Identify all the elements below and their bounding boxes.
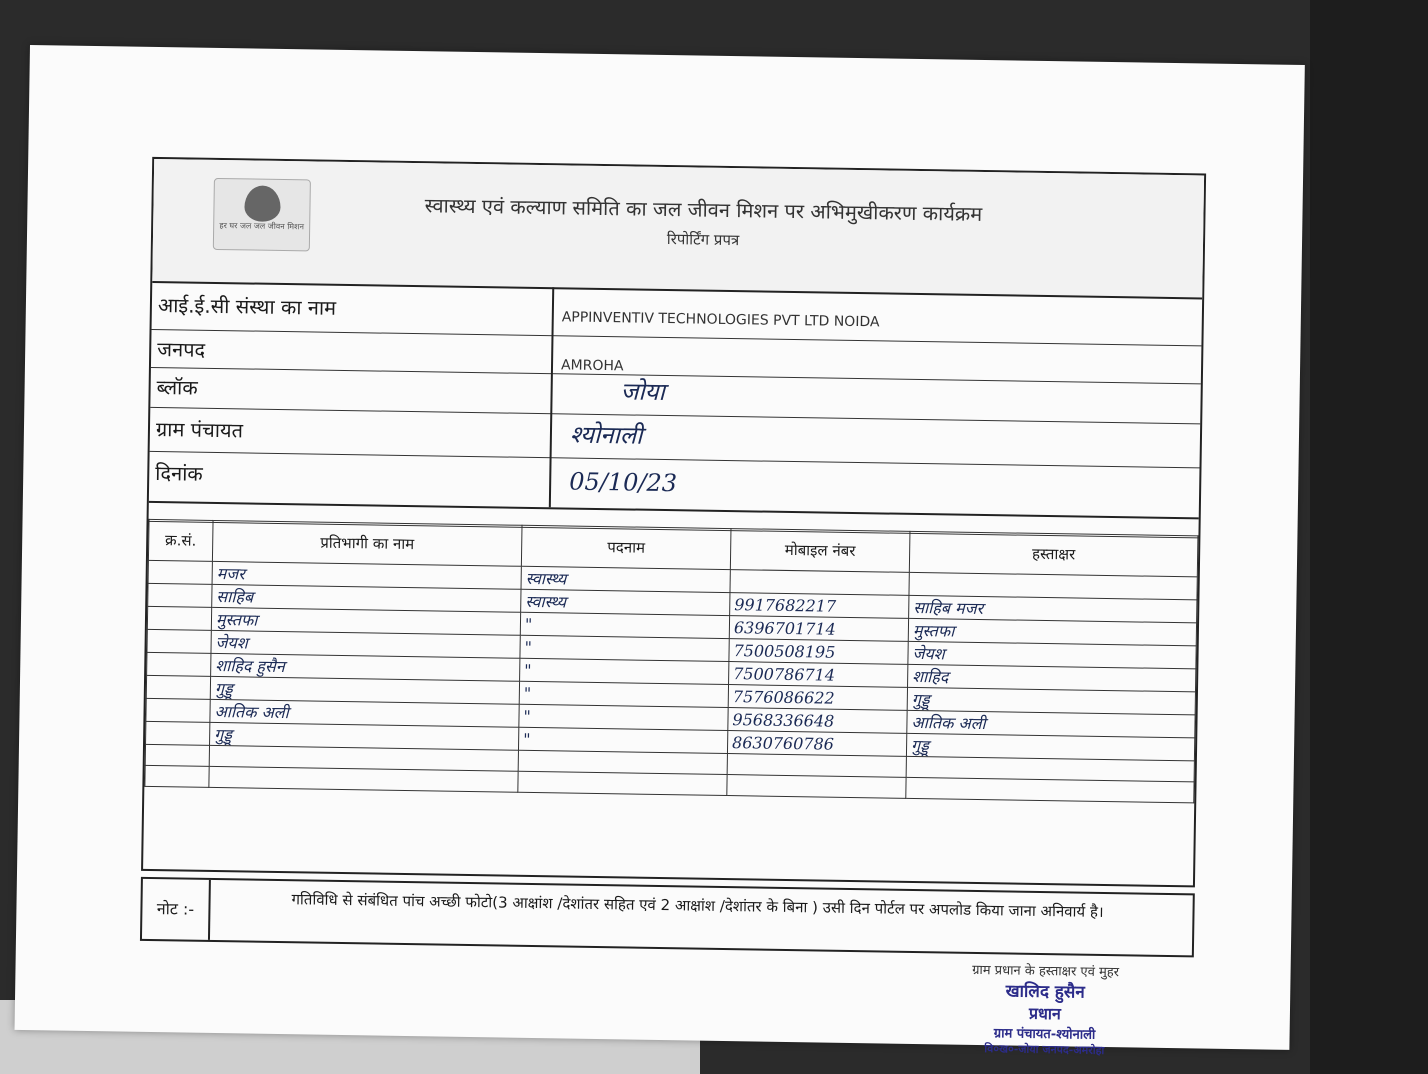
signature-caption: ग्राम प्रधान के हस्ताक्षर एवं मुहर [972, 962, 1120, 981]
participant-name: गुड्डू [210, 676, 519, 704]
participant-designation: स्वास्थ्य [521, 566, 730, 592]
participant-mobile: 7576086622 [728, 685, 907, 711]
jal-jeevan-logo [213, 178, 311, 252]
participant-designation: स्वास्थ्य [521, 589, 730, 615]
note-box [140, 877, 1195, 958]
pradhan-signature-block [934, 959, 1155, 1058]
participant-mobile: 7500508195 [729, 639, 908, 665]
participant-name: साहिब [212, 584, 521, 612]
participant-designation: " [519, 704, 728, 730]
reporting-form [141, 157, 1206, 887]
participant-designation: " [520, 612, 729, 638]
participant-mobile [727, 775, 906, 799]
col-serial-header: क्र.सं. [148, 519, 213, 561]
col-mobile-header: मोबाइल नंबर [730, 529, 910, 573]
logo-caption: हर घर जल जल जीवन मिशन [219, 220, 305, 232]
block-value: जोया [620, 377, 666, 407]
gram-panchayat-value: श्योनाली [569, 420, 643, 450]
org-label: आई.ई.सी संस्था का नाम [157, 293, 337, 320]
official-stamp [934, 977, 1155, 1058]
participant-signature: साहिब मजर [909, 595, 1197, 623]
participant-designation: " [520, 658, 729, 684]
note-text: गतिविधि से संबंधित पांच अच्छी फोटो(3 आक्षांश /देशांतर सहित एवं 2 आक्षांश /देशांतर के बिना ) उसी दिन पोर्टल पर अपलोड किया जाना अनिवार्य है। [291, 890, 1104, 921]
district-value: AMROHA [560, 357, 624, 375]
participant-signature: गुड्डू [907, 687, 1195, 715]
participant-designation: " [518, 727, 727, 753]
district-label: जनपद [157, 337, 206, 362]
org-value: APPINVENTIV TECHNOLOGIES PVT LTD NOIDA [561, 309, 880, 331]
participant-name: आतिक अली [210, 699, 519, 727]
document-page [15, 45, 1305, 1057]
participant-name: मजर [212, 561, 521, 589]
form-header [152, 159, 1204, 299]
participant-mobile: 9568336648 [728, 708, 907, 734]
note-label: नोट :- [142, 879, 211, 940]
col-designation-header: पदनाम [521, 525, 731, 569]
participant-name: जेयश [211, 630, 520, 658]
stamp-name: खालिद हुसैन [1005, 981, 1085, 1003]
participant-mobile: 6396701714 [729, 616, 908, 642]
participant-mobile: 7500786714 [729, 662, 908, 688]
participant-name [209, 766, 518, 792]
participant-designation: " [520, 635, 729, 661]
participant-signature: आतिक अली [907, 710, 1195, 738]
participant-signature [906, 777, 1194, 803]
water-drop-icon [244, 185, 281, 222]
participant-mobile: 9917682217 [730, 593, 909, 619]
date-value: 05/10/23 [568, 467, 678, 498]
date-label: दिनांक [155, 461, 203, 486]
form-subtitle: रिपोर्टिंग प्रपत्र [666, 230, 740, 250]
stamp-block-district: वि०ख०-जोया जनपद-अमरोहा [984, 1042, 1105, 1057]
participant-mobile [727, 754, 906, 778]
participant-name: शाहिद हुसैन [211, 653, 520, 681]
stamp-gram-panchayat: ग्राम पंचायत-श्योनाली [993, 1026, 1096, 1043]
participant-signature: मुस्तफा [908, 618, 1196, 646]
block-label: ब्लॉक [156, 375, 198, 400]
participant-mobile: 8630760786 [727, 731, 906, 757]
participant-designation: " [519, 681, 728, 707]
participant-designation [518, 771, 727, 795]
participant-signature: गुड्डू [906, 733, 1194, 761]
participant-mobile [730, 570, 909, 596]
form-title: स्वास्थ्य एवं कल्याण समिति का जल जीवन मिशन पर अभिमुखीकरण कार्यक्रम [424, 193, 983, 226]
gram-panchayat-label: ग्राम पंचायत [155, 417, 244, 443]
col-name-header: प्रतिभागी का नाम [212, 520, 522, 566]
participants-table [144, 519, 1198, 803]
background-dark [1310, 0, 1428, 1074]
stamp-post: प्रधान [1028, 1003, 1062, 1024]
participant-signature: शाहिद [908, 664, 1196, 692]
participant-name: गुड्डू [210, 722, 519, 750]
participant-name: मुस्तफा [211, 607, 520, 635]
participant-signature: जेयश [908, 641, 1196, 669]
col-signature-header: हस्ताक्षर [909, 531, 1198, 577]
